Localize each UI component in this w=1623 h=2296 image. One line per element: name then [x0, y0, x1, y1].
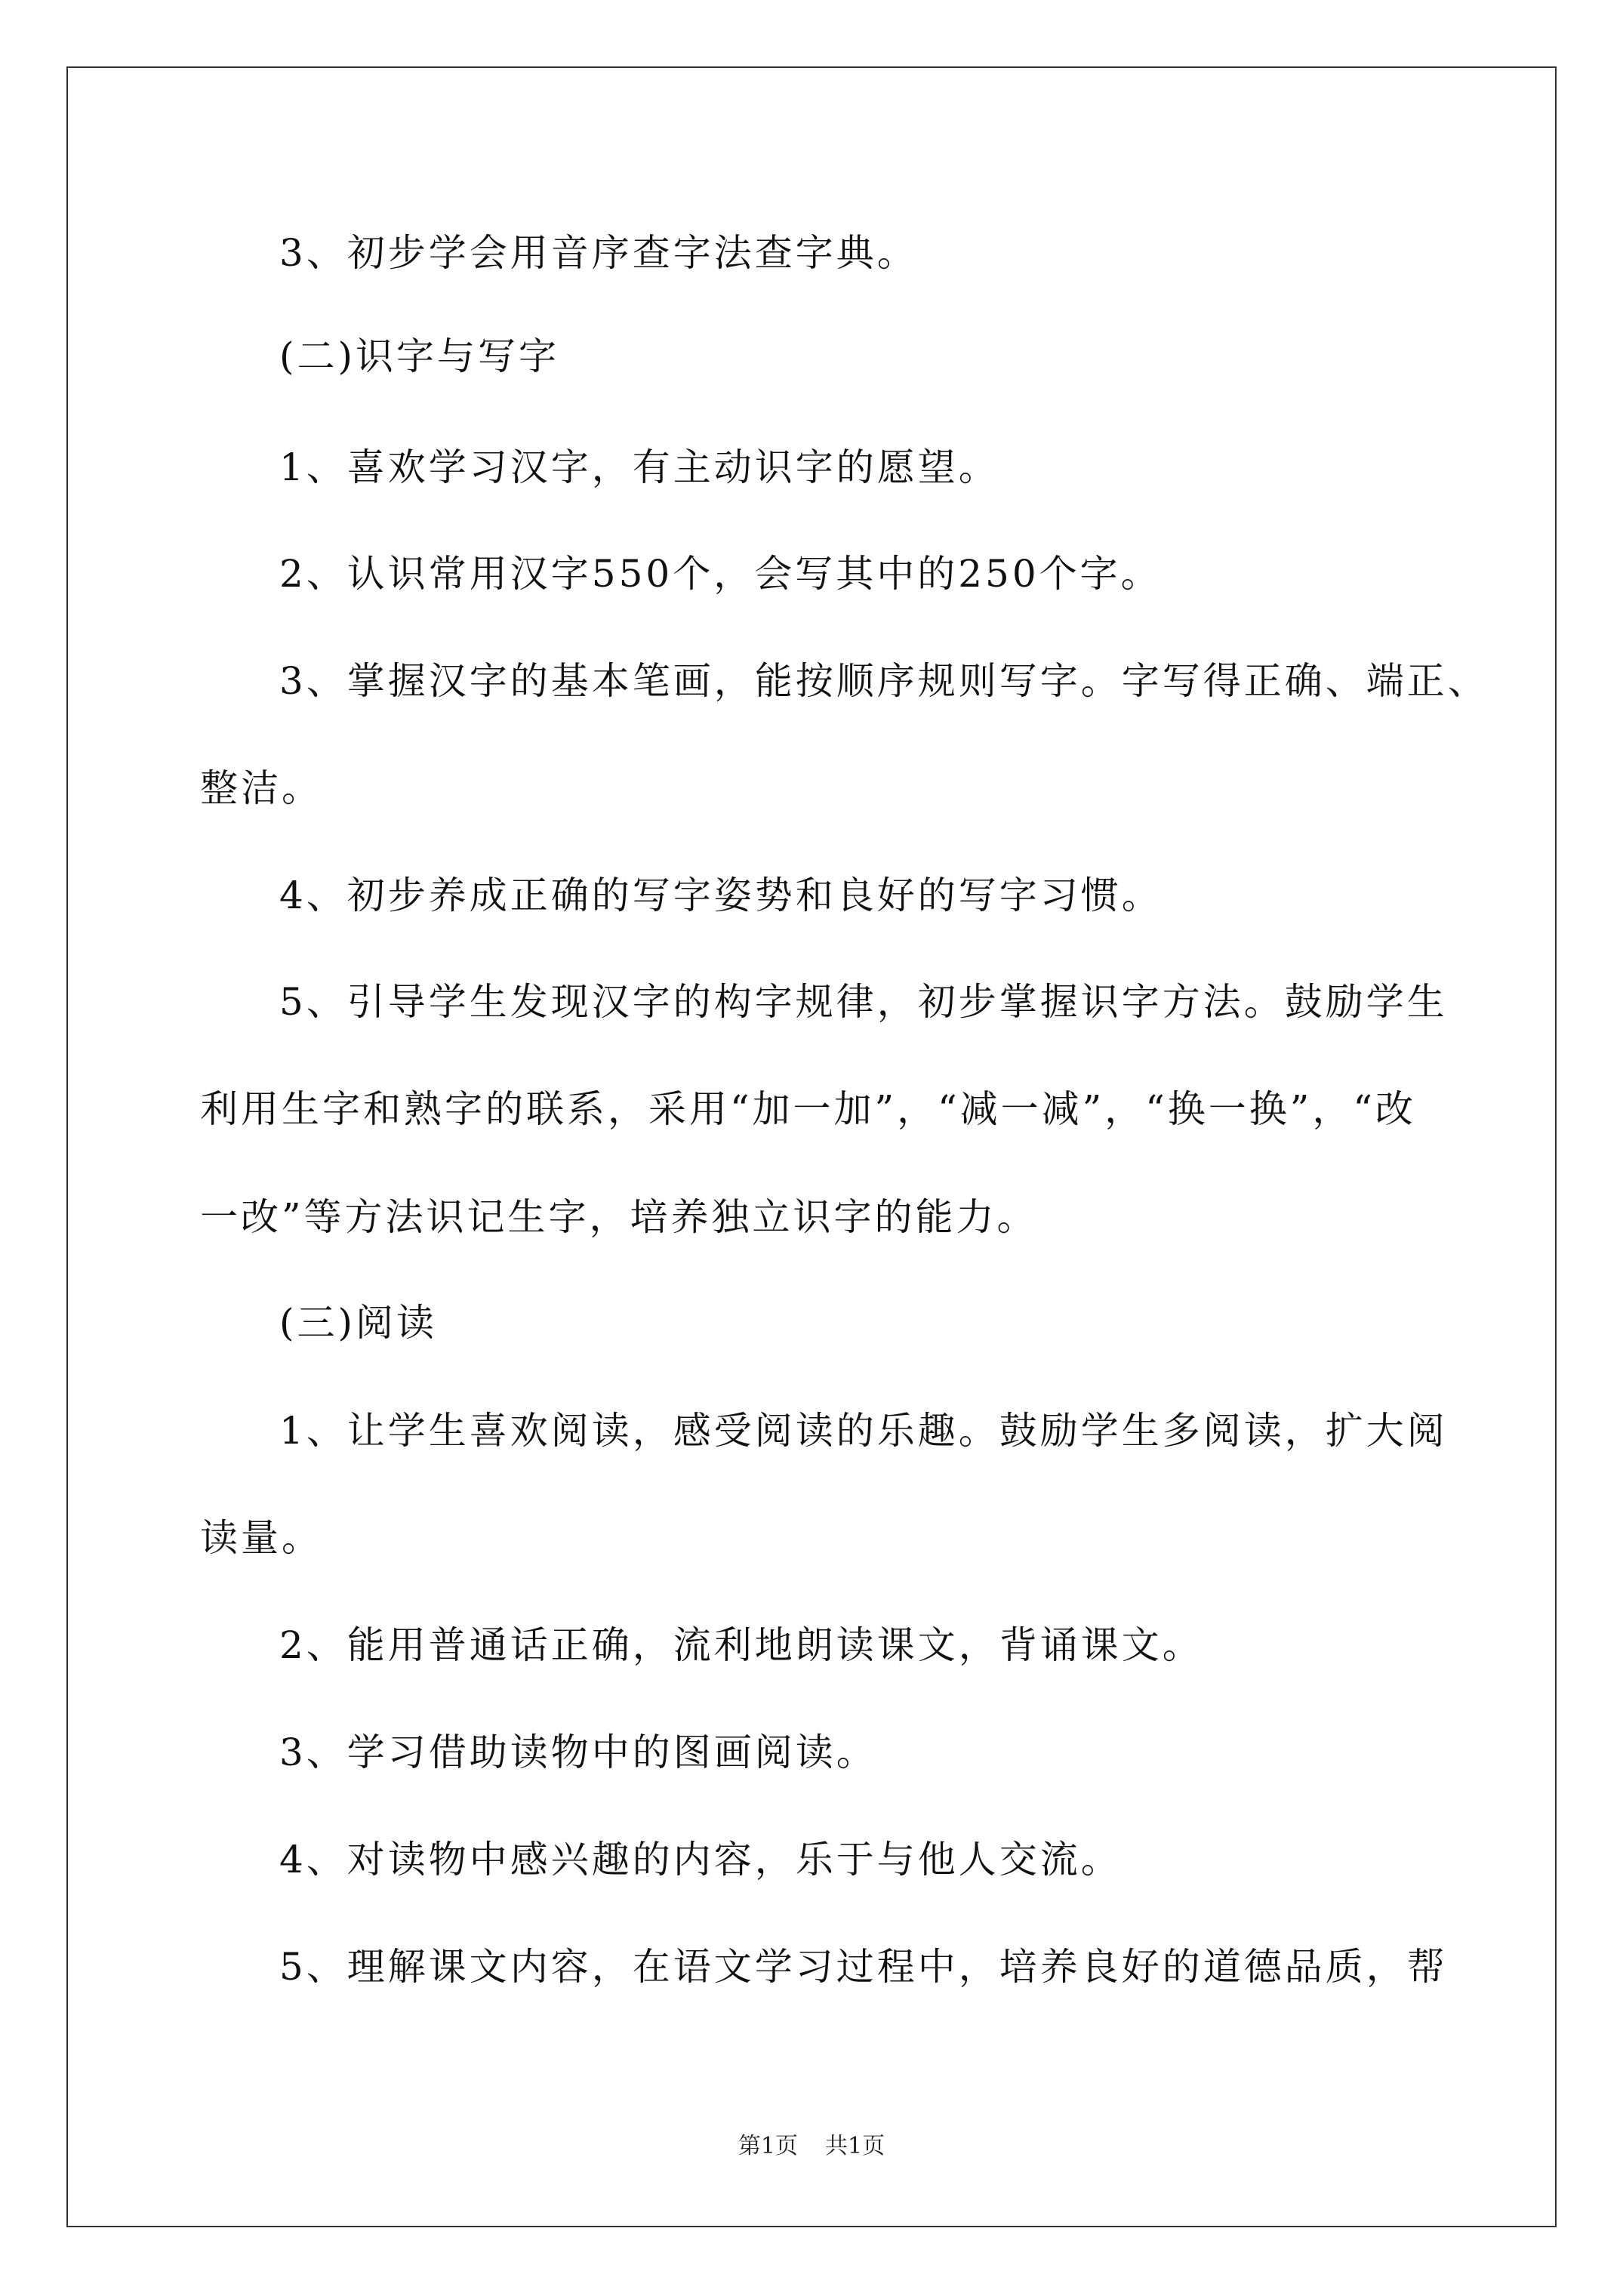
- text-line: 1、让学生喜欢阅读，感受阅读的乐趣。鼓励学生多阅读，扩大阅: [279, 1409, 1448, 1453]
- text-line: 4、对读物中感兴趣的内容，乐于与他人交流。: [279, 1838, 1122, 1881]
- text-line: 利用生字和熟字的联系，采用“加一加”，“减一减”，“换一换”，“改: [200, 1087, 1416, 1131]
- text-line: 3、掌握汉字的基本笔画，能按顺序规则写字。字写得正确、端正、: [279, 659, 1489, 703]
- text-line: 5、引导学生发现汉字的构字规律，初步掌握识字方法。鼓励学生: [279, 980, 1448, 1024]
- text-line: 2、能用普通话正确，流利地朗读课文，背诵课文。: [279, 1623, 1203, 1667]
- text-line: 4、初步养成正确的写字姿势和良好的写字习惯。: [279, 874, 1163, 917]
- page-border: [66, 66, 1557, 2227]
- text-line: 5、理解课文内容，在语文学习过程中，培养良好的道德品质，帮: [279, 1945, 1448, 1989]
- page-total: 共1页: [825, 2133, 885, 2159]
- page-number: 第1页: [738, 2133, 798, 2159]
- text-line: 1、喜欢学习汉字，有主动识字的愿望。: [279, 445, 999, 489]
- text-line: 整洁。: [200, 766, 322, 810]
- text-line: 3、学习借助读物中的图画阅读。: [279, 1730, 877, 1774]
- page-footer: [0, 2133, 1623, 2160]
- text-line: 2、认识常用汉字550个，会写其中的250个字。: [279, 552, 1162, 596]
- text-line: 一改”等方法识记生字，培养独立识字的能力。: [200, 1195, 1038, 1239]
- text-line: 3、初步学会用音序查字法查字典。: [279, 231, 918, 275]
- text-line: 读量。: [200, 1516, 322, 1560]
- section-heading: (三)阅读: [279, 1301, 438, 1345]
- section-heading: (二)识字与写字: [279, 334, 560, 378]
